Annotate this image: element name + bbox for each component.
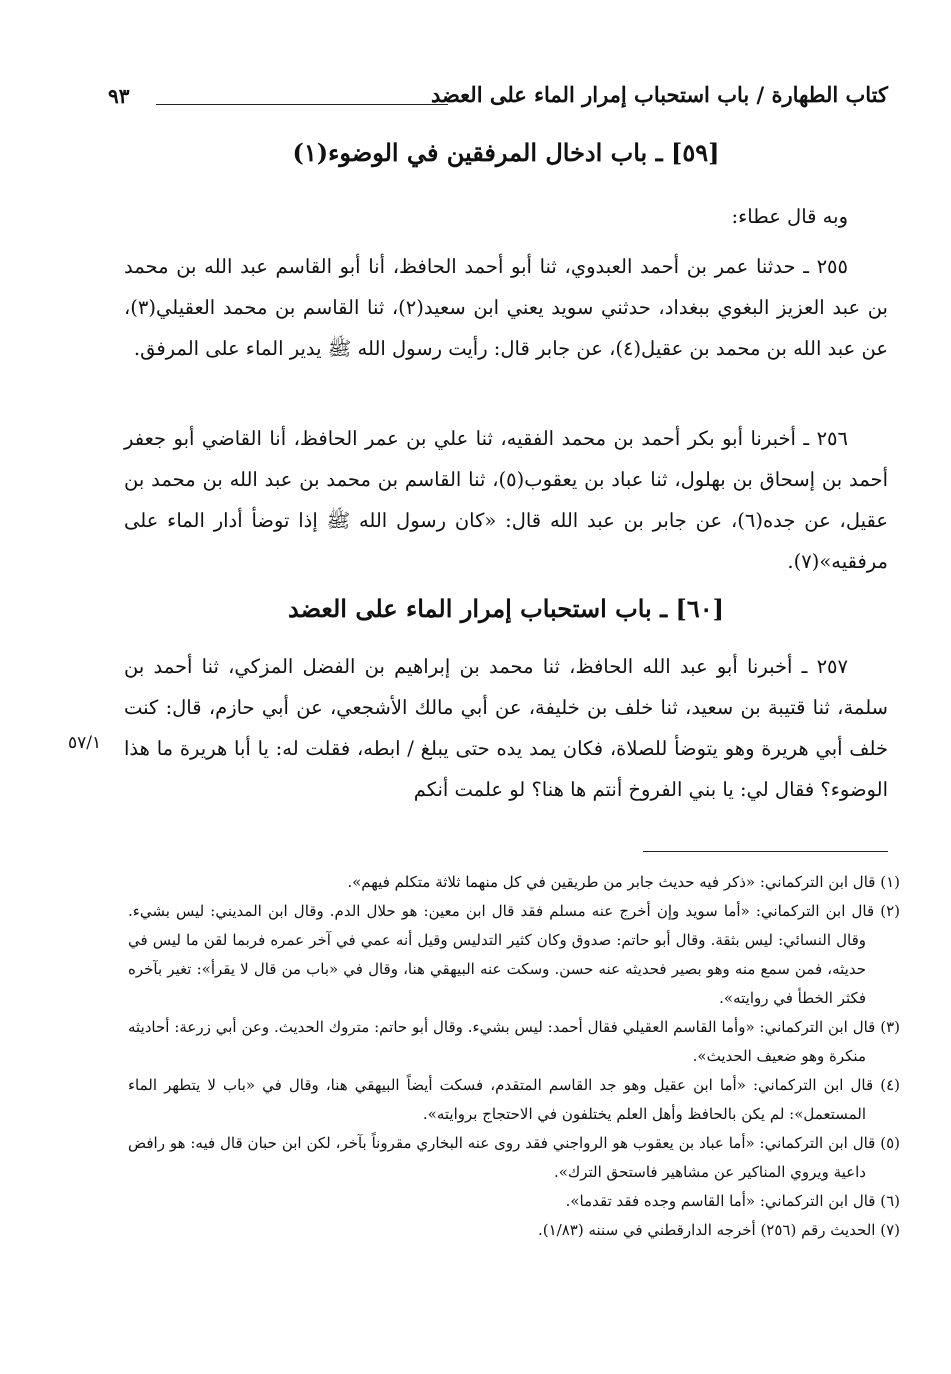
- running-header: [108, 82, 888, 118]
- chapter-heading-60: [٦٠] ـ باب استحباب إمرار الماء على العضد: [288, 594, 724, 623]
- running-header-title: كتاب الطهارة / باب استحباب إمرار الماء على العضد: [430, 82, 888, 107]
- footnote-4: (٤) قال ابن التركماني: «أما ابن عقيل وهو جد القاسم المتقدم، فسكت أيضاً البيهقي هنا، وقال في «باب لا يتطهر الماء المستعمل»: لم يكن بالحافظ وأهل العلم يختلفون في الاحتجاج بروايته».: [128, 1076, 900, 1123]
- footnote-6: (٦) قال ابن التركماني: «أما القاسم وجده فقد تقدما».: [565, 1192, 900, 1210]
- page-number: ٩٣: [108, 84, 130, 108]
- hadith-257: [124, 646, 888, 810]
- footnote-1: (١) قال ابن التركماني: «ذكر فيه حديث جابر من طريقين في كل منهما ثلاثة متكلم فيهم».: [347, 873, 900, 891]
- hadith-255-text: ٢٥٥ ـ حدثنا عمر بن أحمد العبدوي، ثنا أبو أحمد الحافظ، أنا أبو القاسم عبد الله بن محمد بن عبد العزيز البغوي ببغداد، حدثني سويد يعني ابن سعيد(٢)، ثنا القاسم بن محمد العقيلي(٣)، عن عبد الله بن محمد بن عقيل(٤)، عن جابر قال: رأيت رسول الله ﷺ يدير الماء على المرفق.: [124, 255, 888, 360]
- footnote-5: (٥) قال ابن التركماني: «أما عباد بن يعقوب هو الرواجني فقد روى عنه البخاري مقروناً بآخر، لكن ابن حبان قال فيه: هو رافض داعية ويروي المناكير عن مشاهير فاستحق الترك».: [128, 1134, 900, 1181]
- hadith-257-text: ٢٥٧ ـ أخبرنا أبو عبد الله الحافظ، ثنا محمد بن إبراهيم بن الفضل المزكي، ثنا أحمد بن سلمة، ثنا قتيبة بن سعيد، ثنا خلف بن خليفة، عن أبي مالك الأشجعي، عن أبي حازم، قال: كنت خلف أبي هريرة وهو يتوضأ للصلاة، فكان يمد يده حتى يبلغ / ابطه، فقلت له: يا أبا هريرة ما هذا الوضوء؟ فقال لي: يا بني الفروخ أنتم ها هنا؟ لو علمت أنكم: [124, 655, 888, 801]
- margin-manuscript-ref: ٥٧/١: [68, 733, 102, 753]
- footnote-7: (٧) الحديث رقم (٢٥٦) أخرجه الدارقطني في سننه (١/٨٣).: [538, 1221, 900, 1239]
- footnote-3: (٣) قال ابن التركماني: «وأما القاسم العقيلي فقال أحمد: ليس بشيء. وقال أبو حاتم: متروك الحديث. وعن أبي زرعة: أحاديثه منكرة وهو ضعيف الحديث».: [128, 1018, 900, 1065]
- footnotes: [128, 868, 900, 1245]
- hadith-255: [124, 246, 888, 369]
- hadith-256: [124, 418, 888, 582]
- footnote-separator: [643, 851, 888, 852]
- intro-line: [124, 196, 888, 237]
- hadith-256-text: ٢٥٦ ـ أخبرنا أبو بكر أحمد بن محمد الفقيه، ثنا علي بن عمر الحافظ، أنا القاضي أبو جعفر أحمد بن إسحاق بن بهلول، ثنا عباد بن يعقوب(٥)، ثنا القاسم بن محمد بن عبد الله بن محمد بن عقيل، عن جده(٦)، عن جابر بن عبد الله قال: «كان رسول الله ﷺ إذا توضأ أدار الماء على مرفقيه»(٧).: [124, 427, 889, 573]
- footnote-2: (٢) قال ابن التركماني: «أما سويد وإن أخرج عنه مسلم فقد قال ابن معين: هو حلال الدم. وقال ابن المديني: ليس بشيء. وقال النسائي: ليس بثقة. وقال أبو حاتم: صدوق وكان كثير التدليس وقيل أنه عمي في آخر عمره فربما لقن ما ليس في حديثه، فمن سمع منه وهو بصير فحديثه عنه حسن. وسكت عنه البيهقي هنا، وقال في «باب من قال لا يقرأ»: تغير بآخره فكثر الخطأ في روايته».: [128, 902, 900, 1007]
- intro-text: وبه قال عطاء:: [731, 205, 848, 228]
- header-rule: [156, 104, 448, 105]
- chapter-heading-59: [٥٩] ـ باب ادخال المرفقين في الوضوء(١): [292, 138, 720, 167]
